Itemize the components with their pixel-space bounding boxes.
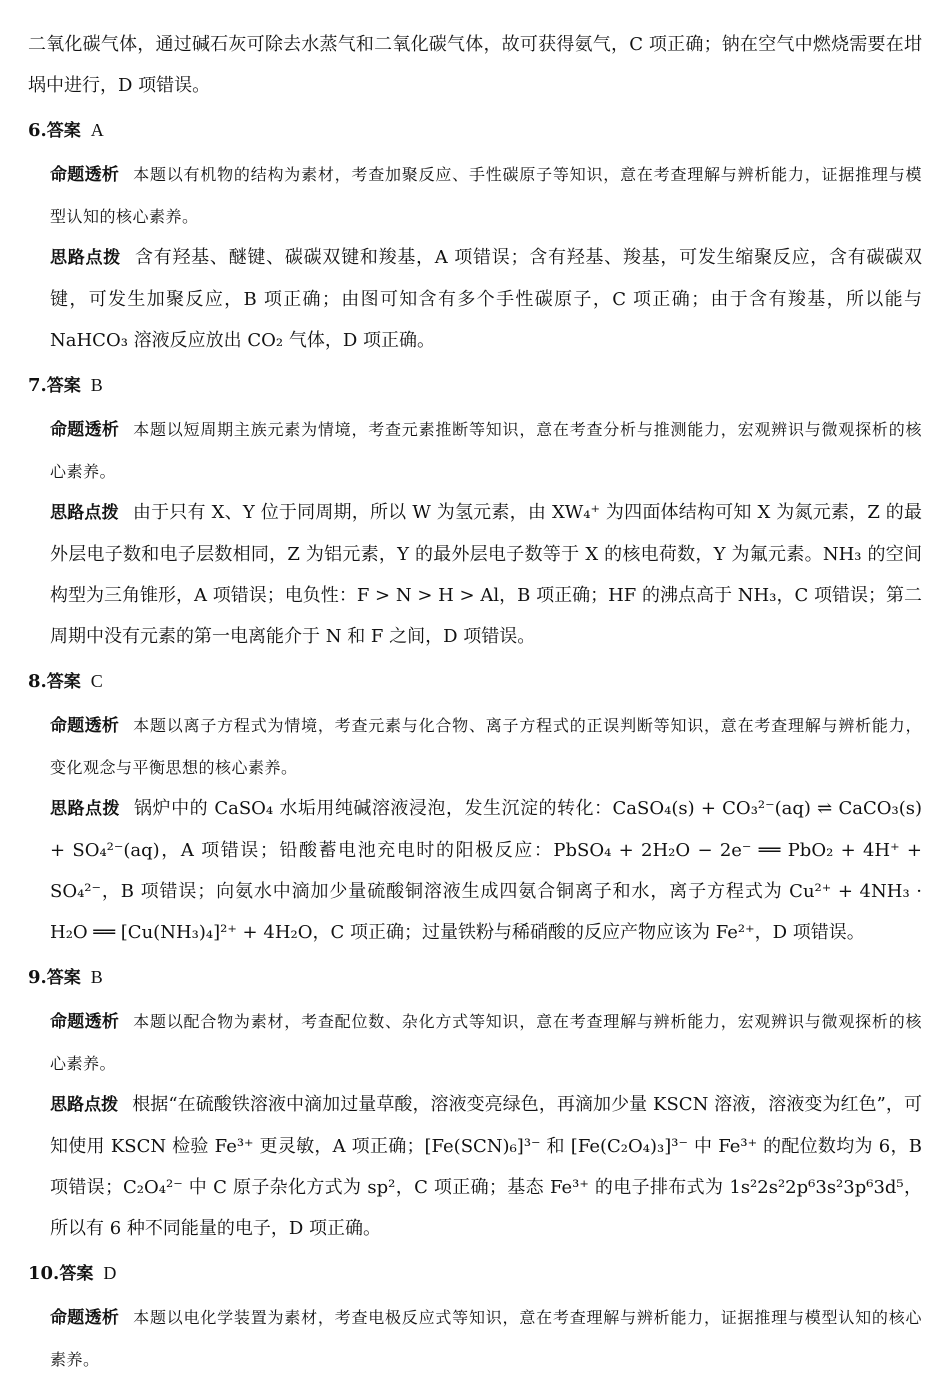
answer-label: 答案 [59, 1264, 94, 1284]
analysis-text: 本题以有机物的结构为素材，考查加聚反应、手性碳原子等知识，意在考查理解与辨析能力，证据推理与模型认知的核心素养。 [50, 165, 922, 226]
answer-value: A [90, 120, 104, 140]
answer-line-8 [28, 661, 922, 703]
hint-paragraph-6 [28, 237, 922, 361]
analysis-label: 命题透析 [50, 1308, 120, 1328]
question-number: 8. [28, 671, 47, 692]
answer-value: B [90, 967, 103, 987]
intro-paragraph: 二氧化碳气体，通过碱石灰可除去水蒸气和二氧化碳气体，故可获得氨气，C 项正确；钠在空气中燃烧需要在坩埚中进行，D 项错误。 [28, 34, 922, 96]
answer-label: 答案 [46, 672, 81, 692]
hint-text: 由于只有 X、Y 位于同周期，所以 W 为氢元素，由 XW₄⁺ 为四面体结构可知 X 为氮元素，Z 的最外层电子数和电子层数相同，Z 为铝元素，Y 的最外层电子数等于 X 的核电荷数，Y 为氟元素。NH₃ 的空间构型为三角锥形，A 项错误；电负性：F > N > H > Al，B 项正确；HF 的沸点高于 NH₃，C 项错误；第二周期中没有元素的第一电离能介于 N 和 F 之间，D 项错误。 [50, 502, 923, 647]
answer-line-7 [28, 365, 922, 407]
analysis-text: 本题以短周期主族元素为情境，考查元素推断等知识，意在考查分析与推测能力，宏观辨识与微观探析的核心素养。 [50, 420, 922, 481]
answer-line-6 [28, 110, 922, 152]
analysis-paragraph-10 [28, 1297, 922, 1380]
hint-paragraph-7 [28, 492, 922, 657]
analysis-label: 命题透析 [50, 420, 120, 440]
analysis-paragraph-8 [28, 705, 922, 788]
question-number: 7. [28, 375, 47, 396]
analysis-label: 命题透析 [50, 716, 120, 736]
analysis-paragraph-9 [28, 1001, 922, 1084]
hint-label: 思路点拨 [50, 248, 121, 268]
analysis-paragraph-7 [28, 409, 922, 492]
hint-paragraph-9 [28, 1084, 922, 1249]
hint-paragraph-8 [28, 788, 922, 953]
hint-label: 思路点拨 [50, 503, 119, 523]
analysis-text: 本题以配合物为素材，考查配位数、杂化方式等知识，意在考查理解与辨析能力，宏观辨识与微观探析的核心素养。 [50, 1012, 922, 1073]
hint-text: 根据“在硫酸铁溶液中滴加过量草酸，溶液变亮绿色，再滴加少量 KSCN 溶液，溶液变为红色”，可知使用 KSCN 检验 Fe³⁺ 更灵敏，A 项正确；[Fe(SCN)₆]³⁻ 和 [Fe(C₂O₄)₃]³⁻ 中 Fe³⁺ 的配位数均为 6，B 项错误；C₂O₄²⁻ 中 C 原子杂化方式为 sp²，C 项正确；基态 Fe³⁺ 的电子排布式为 1s²2s²2p⁶3s²3p⁶3d⁵，所以有 6 种不同能量的电子，D 项正确。 [50, 1094, 922, 1239]
hint-text: 锅炉中的 CaSO₄ 水垢用纯碱溶液浸泡，发生沉淀的转化：CaSO₄(s) + CO₃²⁻(aq) ⇌ CaCO₃(s) + SO₄²⁻(aq)，A 项错误；铅酸蓄电池充电时的阳极反应：PbSO₄ + 2H₂O − 2e⁻ ══ PbO₂ + 4H⁺ + SO₄²⁻，B 项错误；向氨水中滴加少量硫酸铜溶液生成四氨合铜离子和水，离子方程式为 Cu²⁺ + 4NH₃ · H₂O ══ [Cu(NH₃)₄]²⁺ + 4H₂O，C 项正确；过量铁粉与稀硝酸的反应产物应该为 Fe²⁺，D 项错误。 [50, 798, 923, 943]
analysis-paragraph-6 [28, 154, 922, 237]
hint-label: 思路点拨 [50, 1095, 119, 1115]
hint-label: 思路点拨 [50, 799, 121, 819]
hint-text: 含有羟基、醚键、碳碳双键和羧基，A 项错误；含有羟基、羧基，可发生缩聚反应，含有碳碳双键，可发生加聚反应，B 项正确；由图可知含有多个手性碳原子，C 项正确；由于含有羧基，所以能与 NaHCO₃ 溶液反应放出 CO₂ 气体，D 项正确。 [50, 247, 923, 351]
answer-value: D [103, 1263, 117, 1283]
answer-value: C [90, 671, 103, 691]
question-number: 9. [28, 967, 47, 988]
analysis-label: 命题透析 [50, 165, 120, 185]
answer-value: B [90, 375, 103, 395]
answer-label: 答案 [46, 376, 81, 396]
answer-line-10 [28, 1253, 922, 1295]
question-number: 10. [28, 1263, 60, 1284]
analysis-label: 命题透析 [50, 1012, 120, 1032]
answer-line-9 [28, 957, 922, 999]
analysis-text: 本题以电化学装置为素材，考查电极反应式等知识，意在考查理解与辨析能力，证据推理与模型认知的核心素养。 [50, 1308, 922, 1369]
answer-label: 答案 [46, 121, 81, 141]
question-number: 6. [28, 120, 47, 141]
analysis-text: 本题以离子方程式为情境，考查元素与化合物、离子方程式的正误判断等知识，意在考查理解与辨析能力，变化观念与平衡思想的核心素养。 [50, 716, 922, 777]
answer-label: 答案 [46, 968, 81, 988]
